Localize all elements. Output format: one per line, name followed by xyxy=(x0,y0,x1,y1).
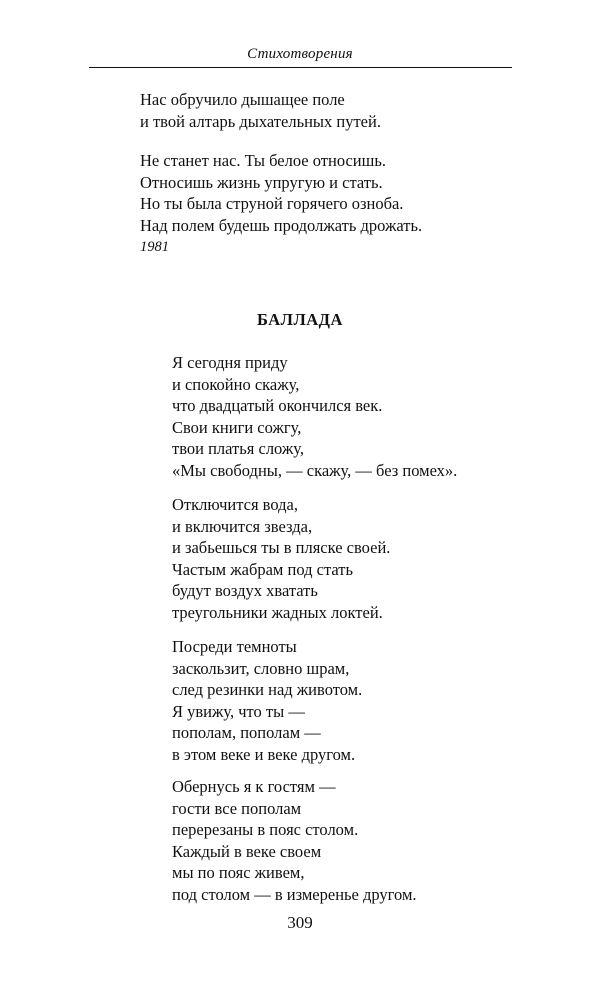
poem-line: перерезаны в пояс столом. xyxy=(172,820,359,839)
poem-line: Относишь жизнь упругую и стать. xyxy=(140,172,383,192)
poem-line: пополам, пополам — xyxy=(172,723,321,742)
poem-title: БАЛЛАДА xyxy=(257,310,343,329)
poem-line: в этом веке и веке другом. xyxy=(172,744,356,764)
ballad-stanza-1 xyxy=(172,352,457,481)
poem-line: и включится звезда, xyxy=(172,516,313,536)
ballad-stanza-4 xyxy=(172,776,417,905)
poem-line: «Мы свободны, — скажу, — без помех». xyxy=(172,460,458,480)
poem-line: треугольники жадных локтей. xyxy=(172,602,383,622)
poem-line: гости все пополам xyxy=(172,798,302,818)
poem-line: заскользит, словно шрам, xyxy=(172,658,350,678)
ballad-stanza-3 xyxy=(172,636,362,765)
poem-line: Свои книги сожгу, xyxy=(172,417,302,437)
ballad-stanza-2 xyxy=(172,494,390,623)
page-number: 309 xyxy=(287,913,313,932)
poem-line: след резинки над животом. xyxy=(172,680,363,699)
poem1-stanza-2 xyxy=(140,150,422,236)
poem-line: Над полем будешь продолжать дрожать. xyxy=(140,215,423,235)
poem-line: Обернусь я к гостям — xyxy=(172,777,336,796)
poem-line: что двадцатый окончился век. xyxy=(172,396,383,415)
poem-line: Не станет нас. Ты белое относишь. xyxy=(140,151,386,170)
poem-line: Частым жабрам под стать xyxy=(172,559,353,579)
poem-line: Но ты была струной горячего озноба. xyxy=(140,194,404,213)
poem-line: Я сегодня приду xyxy=(172,353,288,372)
poem-line: твои платья сложу, xyxy=(172,439,305,458)
poem-line: и спокойно скажу, xyxy=(172,374,300,394)
poem-line: Я увижу, что ты — xyxy=(172,701,305,721)
poem-line: Посреди темноты xyxy=(172,637,297,656)
poem-line: мы по пояс живем, xyxy=(172,863,305,882)
poem1-stanza-1 xyxy=(140,89,381,132)
poem-line: и забьешься ты в пляске своей. xyxy=(172,538,391,557)
header-rule xyxy=(89,67,512,68)
poem-line: Нас обручило дышащее поле xyxy=(140,90,345,109)
poem-line: будут воздух хватать xyxy=(172,581,318,600)
running-head: Стихотворения xyxy=(247,46,353,62)
poem-line: Каждый в веке своем xyxy=(172,841,322,861)
poem-line: Отключится вода, xyxy=(172,495,298,514)
poem-line: и твой алтарь дыхательных путей. xyxy=(140,111,381,131)
poem-line: под столом — в измеренье другом. xyxy=(172,884,417,904)
poem-date: 1981 xyxy=(140,239,169,255)
